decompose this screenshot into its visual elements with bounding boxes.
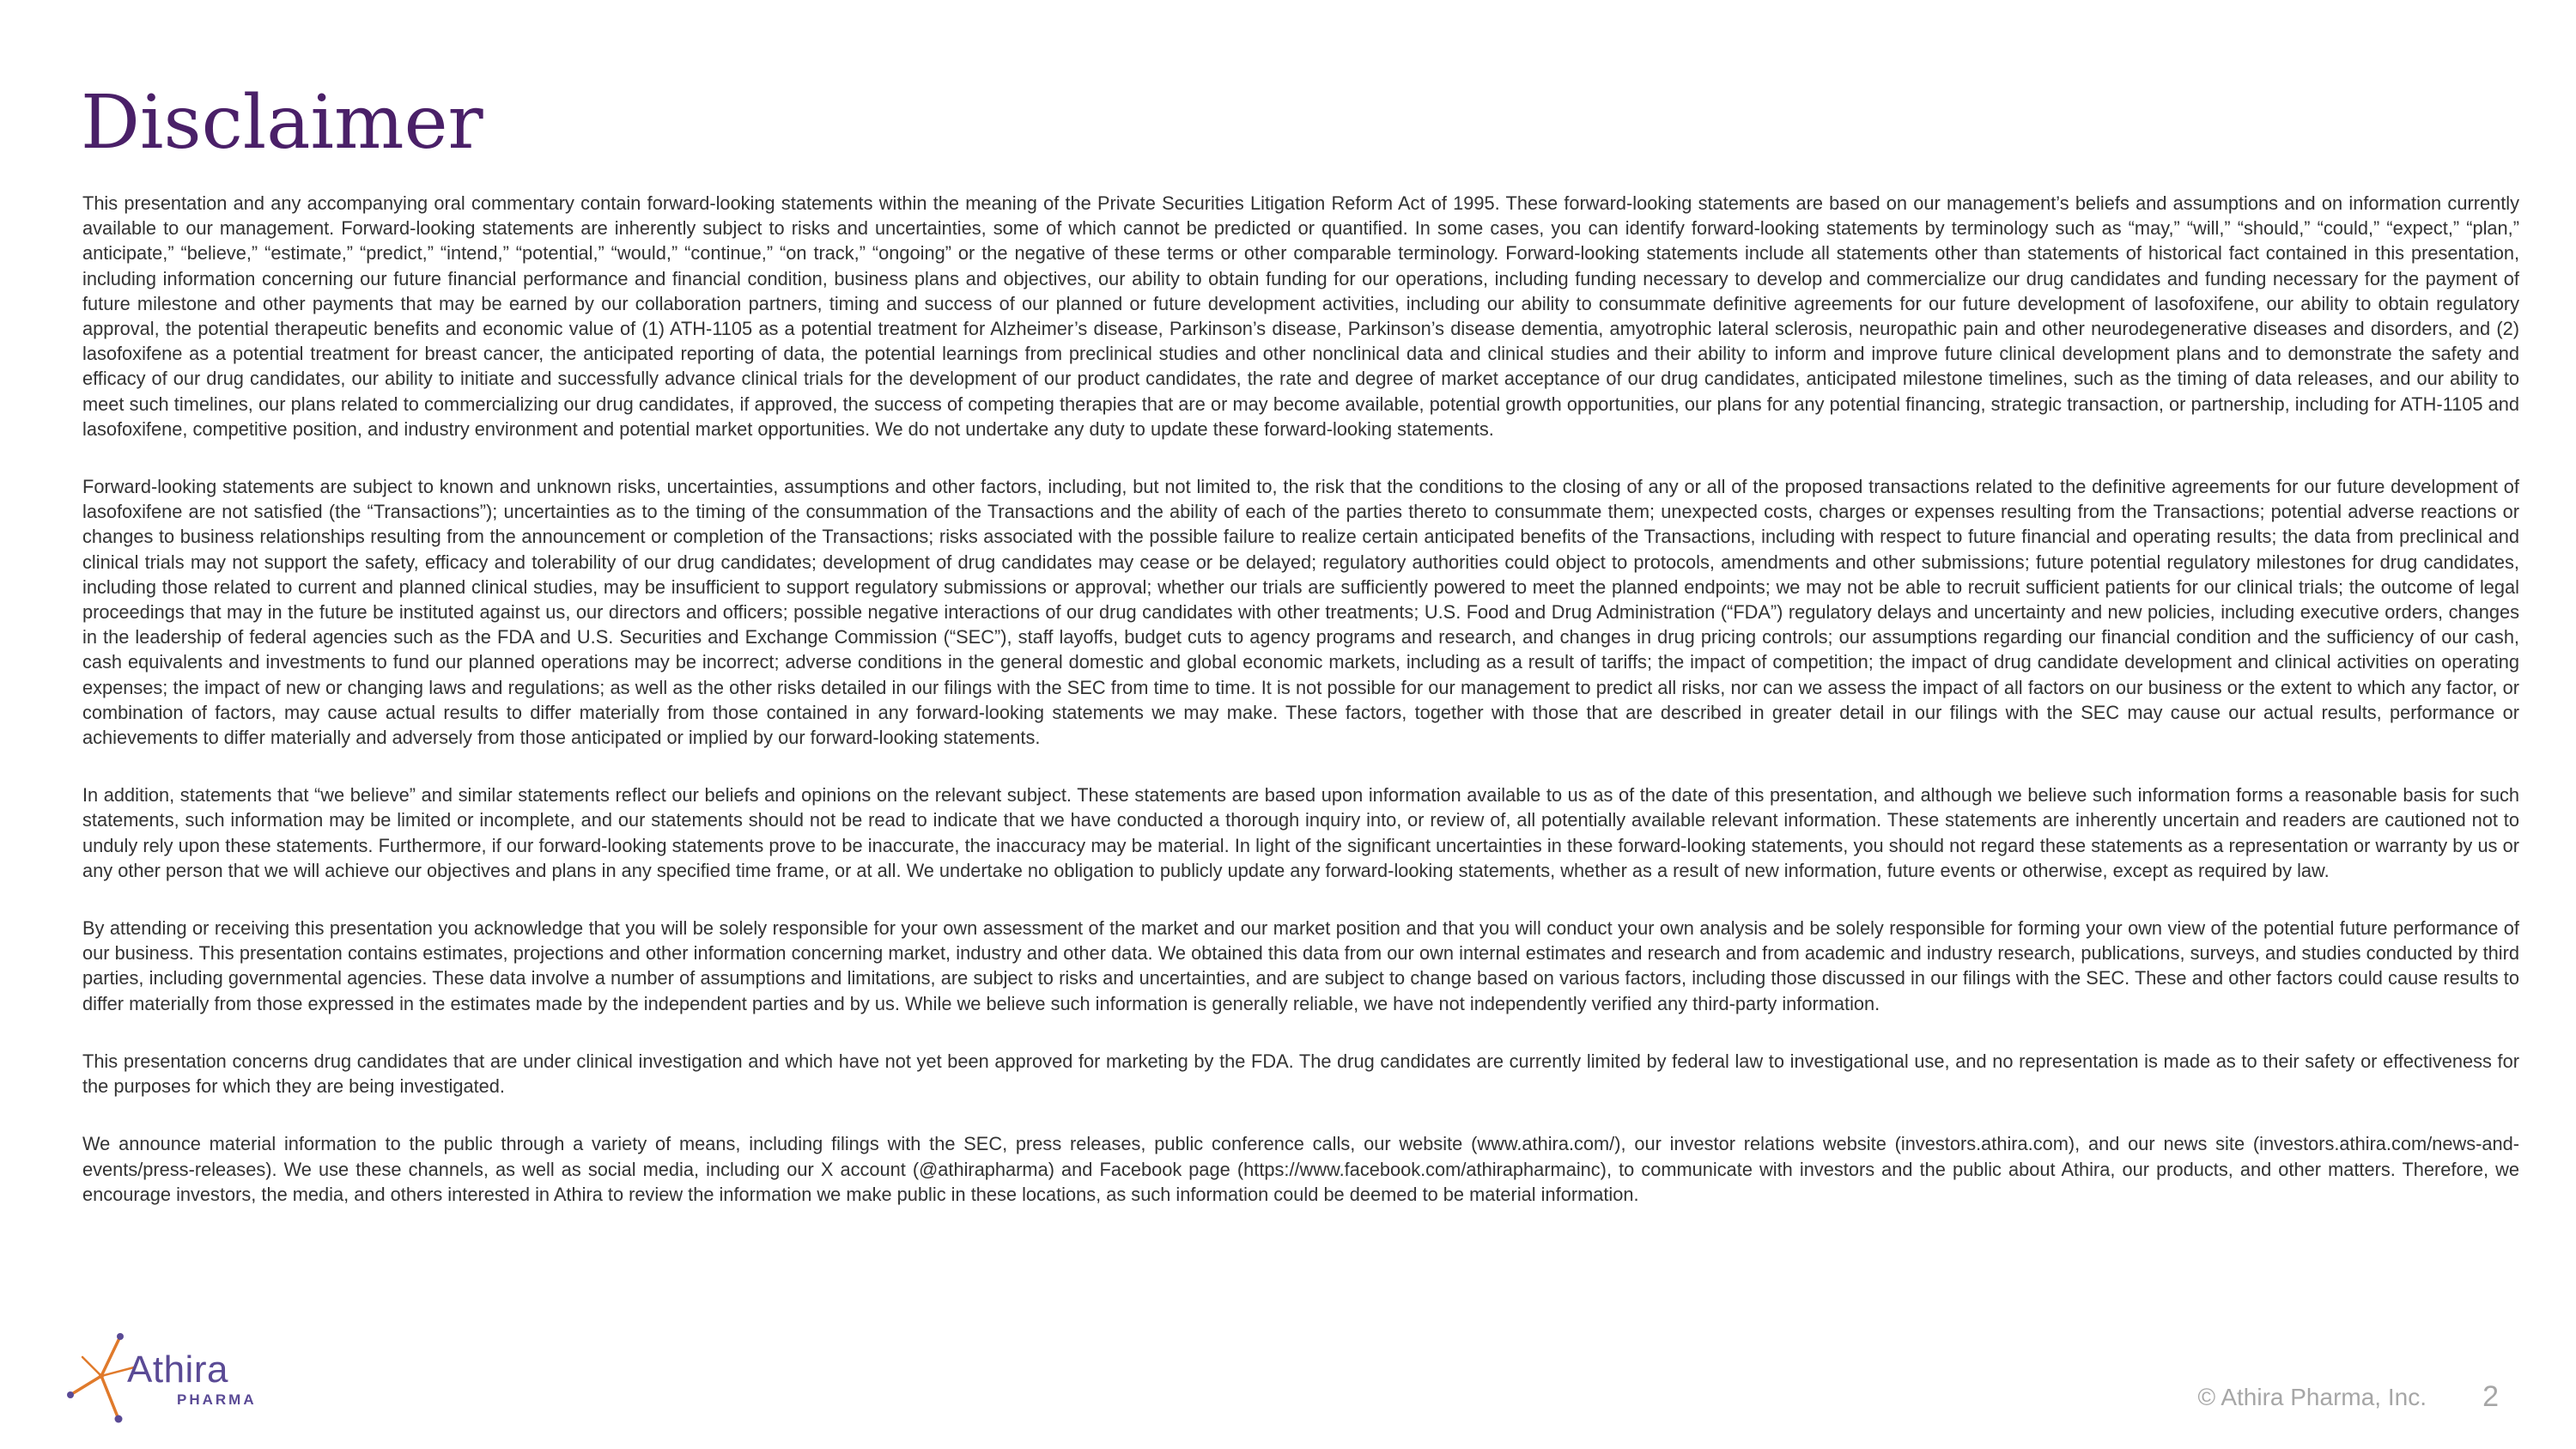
disclaimer-paragraph-5: This presentation concerns drug candidates that are under clinical investigation and which have not yet been approved for marketing by the FDA. The drug candidates are currently limited by federal law to investigational use, and no representation is made as to their safety or effectiveness for the purposes for which they are being investigated. — [82, 1050, 2519, 1098]
disclaimer-paragraph-1: This presentation and any accompanying oral commentary contain forward-looking statements within the meaning of the Private Securities Litigation Reform Act of 1995. These forward-looking statements are based on our management’s beliefs and assumptions and on information currently available to our management. Forward-looking statements are inherently subject to risks and uncertainties, some of which cannot be predicted or quantified. In some cases, you can identify forward-looking statements by terminology such as “may,” “will,” “should,” “could,” “expect,” “plan,” anticipate,” “believe,” “estimate,” “predict,” “intend,” “potential,” “would,” “continue,” “on track,” “ongoing” or the negative of these terms or other comparable terminology. Forward-looking statements include all statements other than statements of historical fact contained in this presentation, including information concerning our future financial performance and financial condition, business plans and objectives, our ability to obtain funding for our operations, including funding necessary to develop and commercialize our drug candidates and funding necessary for the payment of future milestone and other payments that may be earned by our collaboration partners, timing and success of our planned or future development activities, including our ability to consummate definitive agreements for our future development of lasofoxifene, our ability to obtain regulatory approval, the potential therapeutic benefits and economic value of (1) ATH-1105 as a potential treatment for Alzheimer’s disease, Parkinson’s disease, Parkinson’s disease dementia, amyotrophic lateral sclerosis, neuropathic pain and other neurodegenerative diseases and disorders, and (2) lasofoxifene as a potential treatment for breast cancer, the anticipated reporting of data, the potential learnings from preclinical studies and other nonclinical data and clinical studies and their ability to inform and improve future clinical development plans and to demonstrate the safety and efficacy of our drug candidates, our ability to initiate and successfully advance clinical trials for the development of our product candidates, the rate and degree of market acceptance of our drug candidates, anticipated milestone timelines, such as the timing of data releases, and our ability to meet such timelines, our plans related to commercializing our drug candidates, if approved, the success of competing therapies that are or may become available, potential growth opportunities, our plans for any potential financing, strategic transaction, or partnership, including for ATH-1105 and lasofoxifene, competitive position, and industry environment and potential market opportunities. We do not undertake any duty to update these forward-looking statements. — [82, 192, 2519, 440]
disclaimer-body — [82, 191, 2519, 1239]
disclaimer-paragraph-4: By attending or receiving this presentation you acknowledge that you will be solely responsible for your own assessment of the market and our market position and that you will conduct your own analysis and be solely responsible for forming your own view of the potential future performance of our business. This presentation contains estimates, projections and other information concerning market, industry and other data. We obtained this data from our own internal estimates and research and from academic and industry research, publications, surveys, and studies conducted by third parties, including governmental agencies. These data involve a number of assumptions and limitations, are subject to risks and uncertainties, and are subject to change based on various factors, including those discussed in our filings with the SEC. These and other factors could cause results to differ materially from those expressed in the estimates made by the independent parties and by us. While we believe such information is generally reliable, we have not independently verified any third-party information. — [82, 917, 2519, 1014]
disclaimer-paragraph-2: Forward-looking statements are subject to known and unknown risks, uncertainties, assumptions and other factors, including, but not limited to, the risk that the conditions to the closing of any or all of the proposed transactions related to the definitive agreements for our future development of lasofoxifene are not satisfied (the “Transactions”); uncertainties as to the timing of the consummation of the Transactions and the ability of each of the parties thereto to consummate them; unexpected costs, charges or expenses resulting from the Transactions; potential adverse reactions or changes to business relationships resulting from the announcement or completion of the Transactions; risks associated with the possible failure to realize certain anticipated benefits of the Transactions, including with respect to future financial and operating results; the data from preclinical and clinical trials may not support the safety, efficacy and tolerability of our drug candidates; development of drug candidates may cease or be delayed; regulatory authorities could object to protocols, amendments and other submissions; future potential regulatory milestones for drug candidates, including those related to current and planned clinical studies, may be insufficient to support regulatory submissions or approval; whether our trials are sufficiently powered to meet the planned endpoints; we may not be able to recruit sufficient patients for our clinical trials; the outcome of legal proceedings that may in the future be instituted against us, our directors and officers; possible negative interactions of our drug candidates with other treatments; U.S. Food and Drug Administration (“FDA”) regulatory delays and uncertainty and new policies, including executive orders, changes in the leadership of federal agencies such as the FDA and U.S. Securities and Exchange Commission (“SEC”), staff layoffs, budget cuts to agency programs and research, and changes in drug pricing controls; our assumptions regarding our financial condition and the sufficiency of our cash, cash equivalents and investments to fund our planned operations may be incorrect; adverse conditions in the general domestic and global economic markets, including as a result of tariffs; the impact of competition; the impact of drug candidate development and clinical activities on operating expenses; the impact of new or changing laws and regulations; as well as the other risks detailed in our filings with the SEC from time to time. It is not possible for our management to predict all risks, nor can we assess the impact of all factors on our business or the extent to which any factor, or combination of factors, may cause actual results to differ materially from those contained in any forward-looking statements we may make. These factors, together with those that are described in greater detail in our filings with the SEC may cause our actual results, performance or achievements to differ materially and adversely from those anticipated or implied by our forward-looking statements. — [82, 476, 2519, 749]
star-burst-icon — [67, 1333, 136, 1424]
logo-subtitle: PHARMA — [177, 1391, 257, 1408]
page-title: Disclaimer — [81, 80, 483, 166]
disclaimer-paragraph-3: In addition, statements that “we believe” and similar statements reflect our beliefs and opinions on the relevant subject. These statements are based upon information available to us as of the date of this presentation, and although we believe such information forms a reasonable basis for such statements, such information may be limited or incomplete, and our statements should not be read to indicate that we have conducted a thorough inquiry into, or review of, all potentially available relevant information. These statements are inherently uncertain and readers are cautioned not to unduly rely upon these statements. Furthermore, if our forward-looking statements prove to be inaccurate, the inaccuracy may be material. In light of the significant uncertainties in these forward-looking statements, you should not regard these statements as a representation or warranty by us or any other person that we will achieve our objectives and plans in any specified time frame, or at all. We undertake no obligation to publicly update any forward-looking statements, whether as a result of new information, future events or otherwise, except as required by law. — [82, 784, 2519, 881]
athira-logo — [67, 1333, 264, 1424]
page-number: 2 — [2482, 1380, 2499, 1413]
disclaimer-paragraph-6: We announce material information to the public through a variety of means, including filings with the SEC, press releases, public conference calls, our website (www.athira.com/), our investor relations website (investors.athira.com), and our news site (investors.athira.com/news-and-events/press-releases). We use these channels, as well as social media, including our X account (@athirapharma) and Facebook page (https://www.facebook.com/athirapharmainc), to communicate with investors and the public about Athira, our products, and other matters. Therefore, we encourage investors, the media, and others interested in Athira to review the information we make public in these locations, as such information could be deemed to be material information. — [82, 1133, 2519, 1205]
copyright-notice: © Athira Pharma, Inc. — [2197, 1384, 2427, 1410]
logo-name: Athira — [127, 1349, 228, 1391]
